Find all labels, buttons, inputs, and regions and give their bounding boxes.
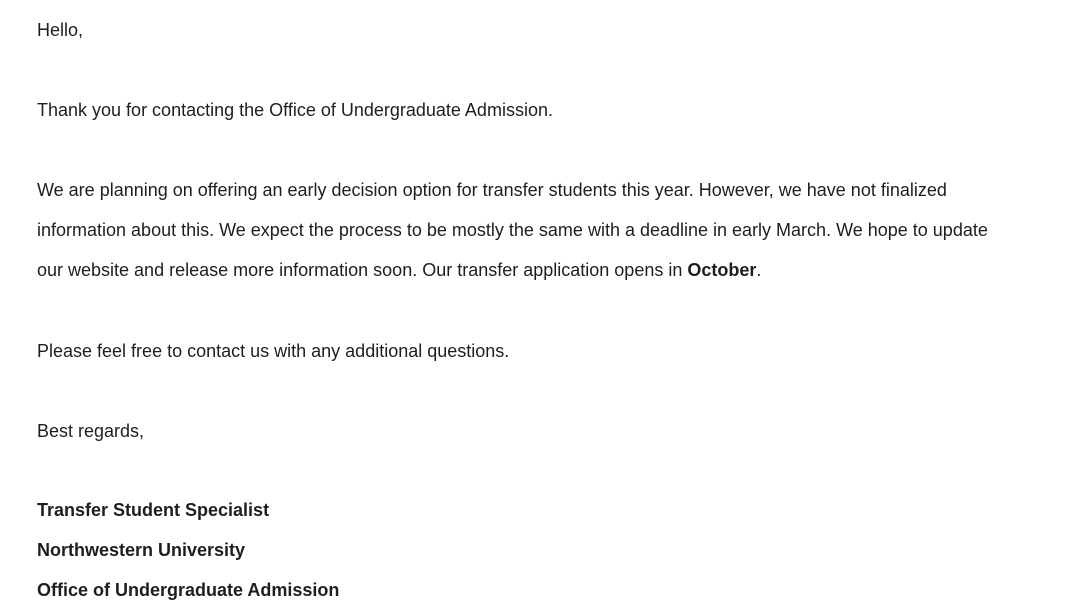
greeting: Hello, [37, 20, 84, 40]
paragraph-line-3-text: our website and release more information soon. Our transfer application opens in [37, 260, 688, 280]
closing-note: Please feel free to contact us with any additional questions. [37, 341, 510, 361]
paragraph-line-3-period: . [756, 260, 762, 280]
paragraph-line-1: We are planning on offering an early decision option for transfer students this year. However, we have not finalized [37, 180, 947, 200]
signature-office: Office of Undergraduate Admission [37, 580, 340, 600]
paragraph-line-3 [37, 258, 761, 282]
paragraph-line-2: information about this. We expect the process to be mostly the same with a deadline in early March. We hope to update [37, 220, 988, 240]
signature-title: Transfer Student Specialist [37, 500, 270, 520]
sign-off: Best regards, [37, 421, 145, 441]
signature-university: Northwestern University [37, 540, 246, 560]
opening-month: October [687, 260, 757, 280]
thanks-line: Thank you for contacting the Office of Undergraduate Admission. [37, 100, 553, 120]
